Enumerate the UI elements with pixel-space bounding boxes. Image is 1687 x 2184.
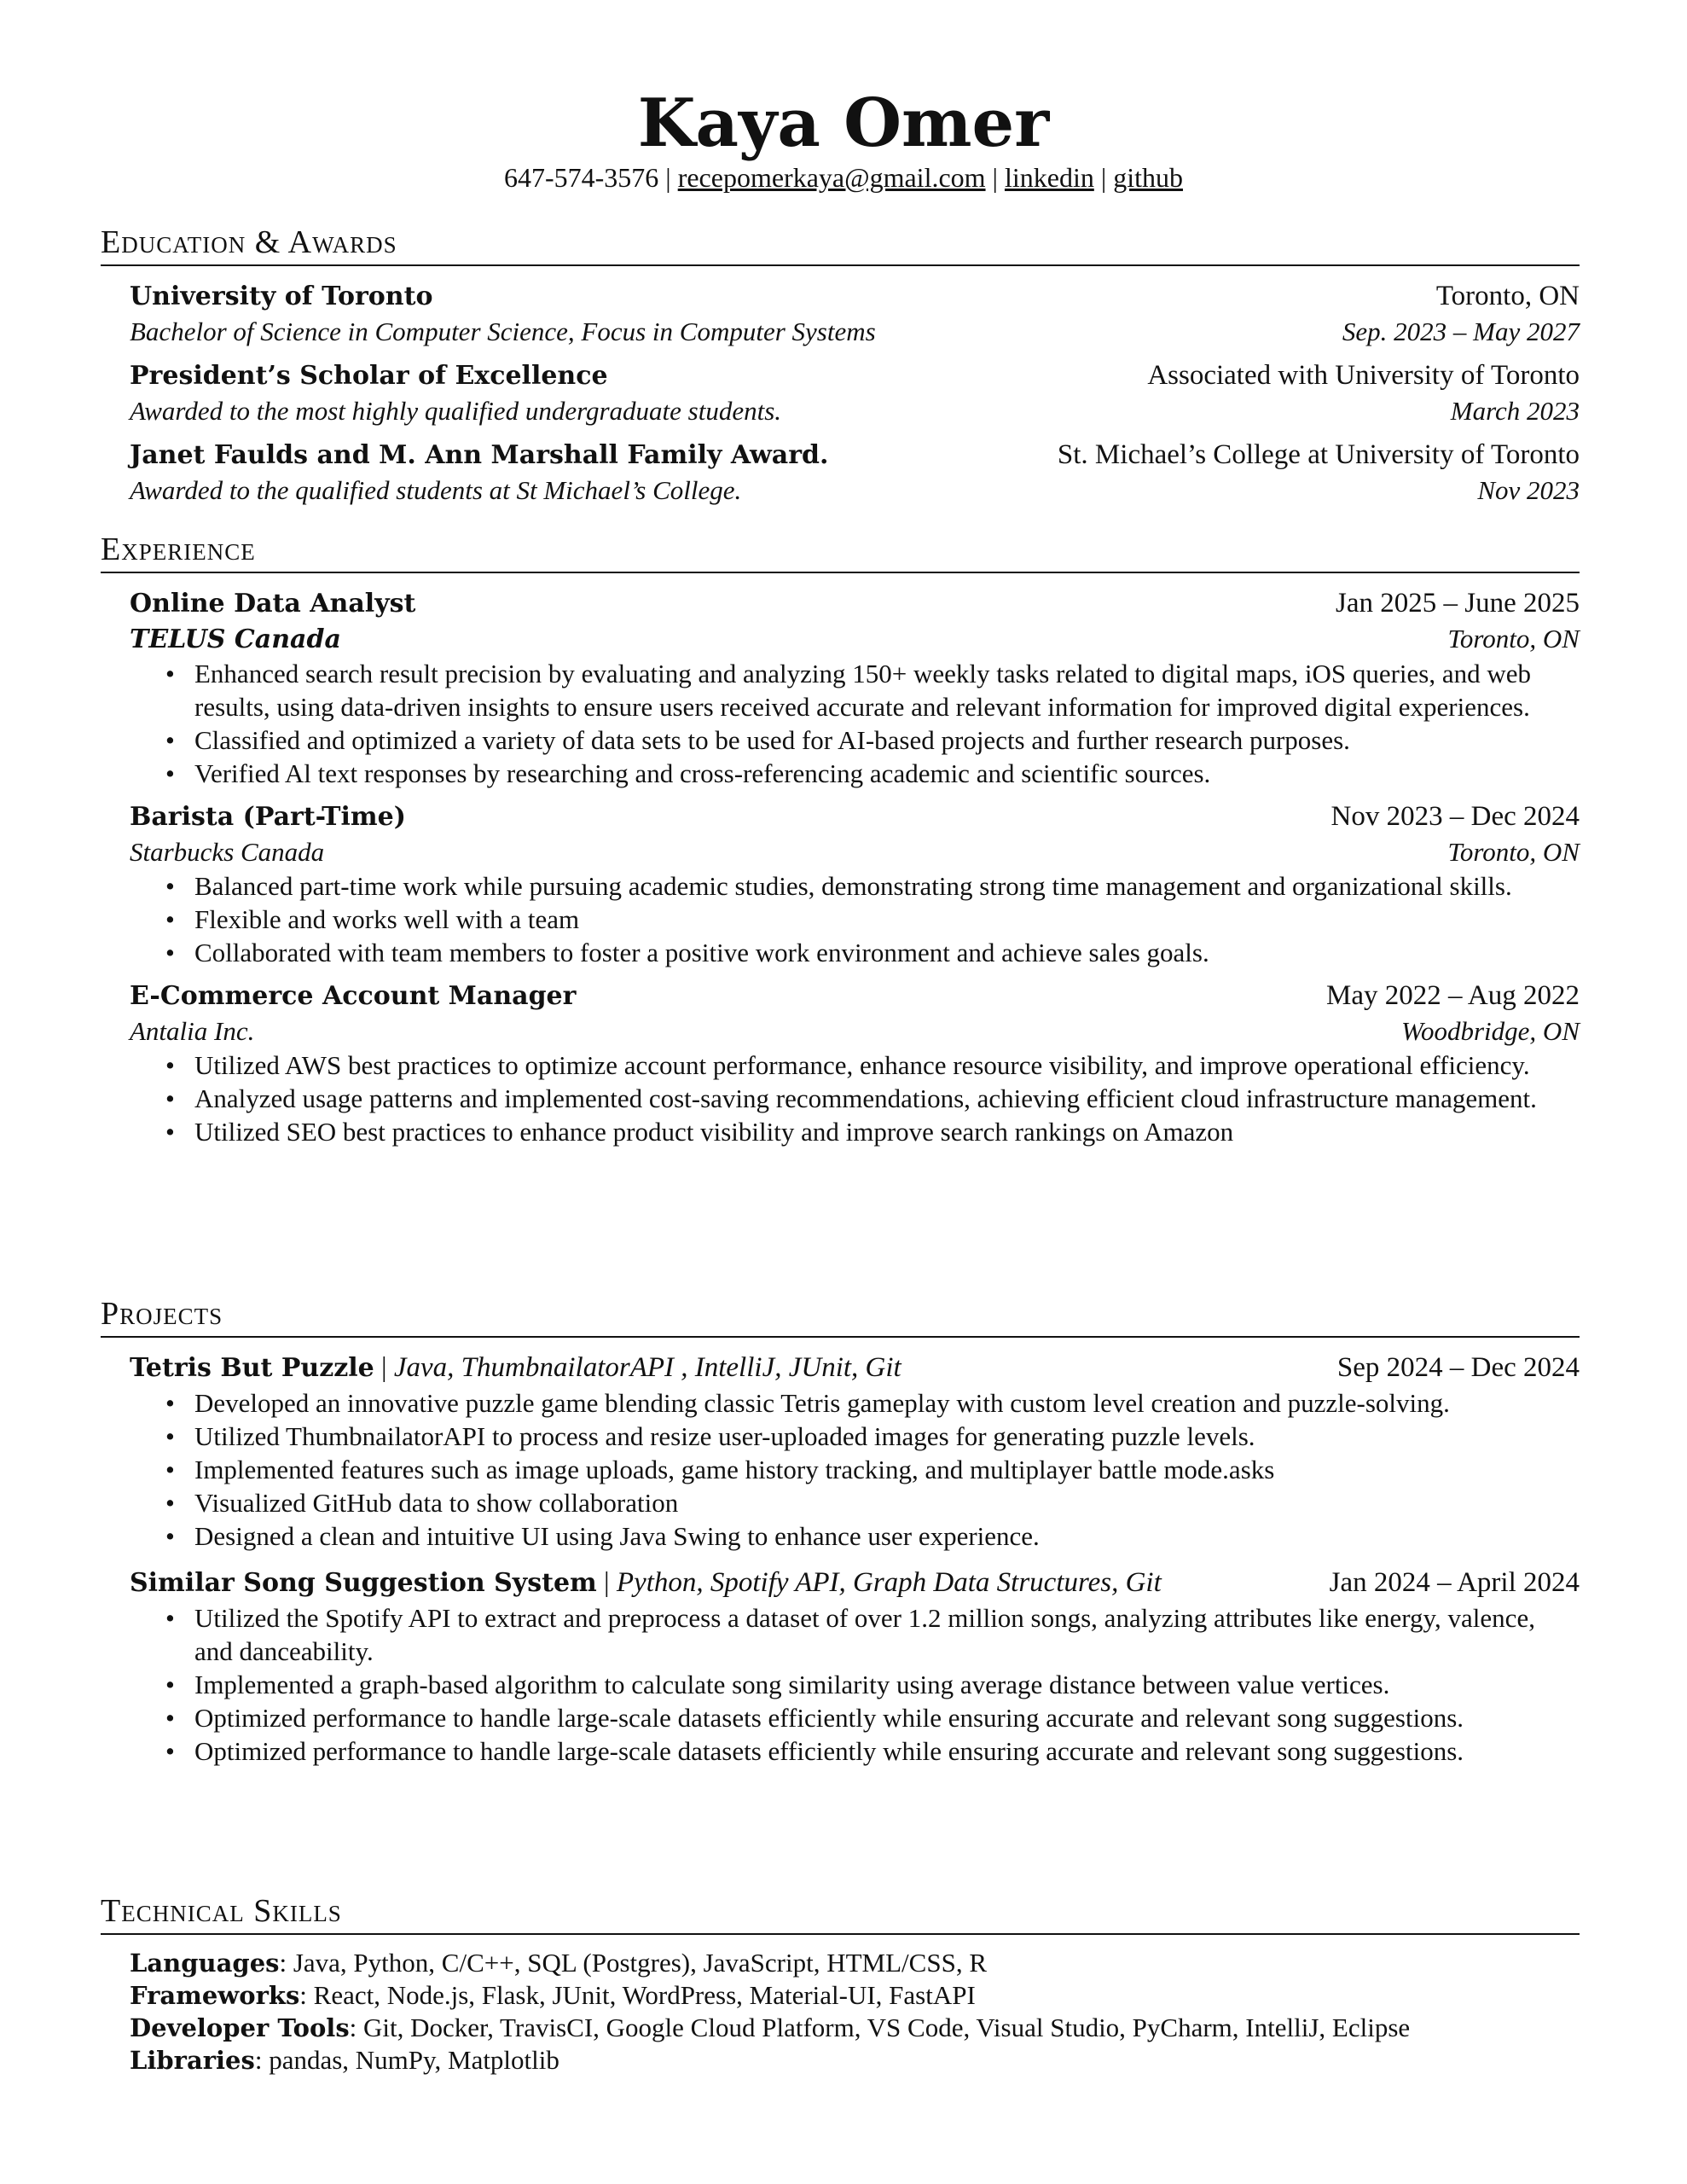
phone-number: 647-574-3576 — [503, 162, 659, 193]
project-bullets — [130, 1601, 1580, 1768]
separator: | — [1100, 162, 1107, 193]
separator: | — [665, 162, 671, 193]
section-title-projects: Projects — [101, 1295, 1580, 1338]
skill-line — [130, 2044, 1580, 2077]
resume-name: Kaya Omer — [637, 84, 1050, 162]
list-item: • Optimized performance to handle large-scale datasets efficiently while ensuring accurate and relevant song suggestions. — [194, 1701, 1580, 1734]
list-item: • Analyzed usage patterns and implemented cost-saving recommendations, achieving efficient cloud infrastructure management. — [194, 1082, 1580, 1115]
list-item: • Designed a clean and intuitive UI using Java Swing to enhance user experience. — [194, 1519, 1580, 1553]
list-item: • Implemented features such as image uploads, game history tracking, and multiplayer battle mode.asks — [194, 1453, 1580, 1486]
project-date: Sep 2024 – Dec 2024 — [1336, 1352, 1580, 1383]
job-company: TELUS Canada — [130, 624, 341, 654]
project-name: Tetris But Puzzle — [130, 1353, 374, 1383]
entry-date: Nov 2023 — [1477, 475, 1580, 505]
list-item: • Verified Al text responses by researching and cross-referencing academic and scientific sources. — [194, 757, 1580, 790]
project-tech: Java, ThumbnailatorAPI , IntelliJ, JUnit, Git — [393, 1352, 901, 1383]
job-bullets — [130, 869, 1580, 969]
email-link[interactable]: recepomerkaya@gmail.com — [677, 162, 986, 193]
project-entry — [130, 1350, 1580, 1553]
skill-key: Libraries — [130, 2046, 255, 2075]
job-date: May 2022 – Aug 2022 — [1326, 980, 1580, 1011]
skill-key: Languages — [130, 1949, 280, 1978]
job-role: Barista (Part-Time) — [130, 802, 406, 832]
entry-name: President’s Scholar of Excellence — [130, 361, 608, 391]
project-heading: Similar Song Suggestion System | Python, Spotify API, Graph Data Structures, Git — [130, 1567, 1162, 1598]
entry-name: Janet Faulds and M. Ann Marshall Family Award. — [130, 440, 829, 470]
skill-value: : Git, Docker, TravisCI, Google Cloud Platform, VS Code, Visual Studio, PyCharm, IntelliJ, Eclipse — [349, 2013, 1411, 2042]
job-company: Starbucks Canada — [130, 837, 325, 867]
entry-location: Associated with University of Toronto — [1147, 360, 1580, 391]
list-item: • Visualized GitHub data to show collaboration — [194, 1486, 1580, 1519]
skill-line — [130, 2012, 1580, 2044]
skill-value: : React, Node.js, Flask, JUnit, WordPress, Material-UI, FastAPI — [299, 1980, 976, 2010]
skill-value: : pandas, NumPy, Matplotlib — [254, 2045, 559, 2075]
experience-section — [130, 585, 1580, 1157]
education-entry — [130, 278, 1580, 349]
linkedin-link[interactable]: linkedin — [1004, 162, 1094, 193]
entry-detail: Awarded to the qualified students at St Michael’s College. — [130, 475, 742, 505]
projects-section — [130, 1350, 1580, 1776]
skill-key: Frameworks — [130, 1981, 300, 2010]
job-location: Toronto, ON — [1447, 837, 1580, 867]
skill-key: Developer Tools — [130, 2013, 350, 2042]
section-title-education: Education & Awards — [101, 224, 1580, 266]
list-item: • Enhanced search result precision by evaluating and analyzing 150+ weekly tasks related to digital maps, iOS queries, and web results, using data-driven insights to ensure users received accurate and relevant information for improved digital experiences. — [194, 657, 1580, 723]
job-location: Woodbridge, ON — [1401, 1016, 1580, 1046]
entry-date: Sep. 2023 – May 2027 — [1342, 317, 1580, 346]
job-date: Jan 2025 – June 2025 — [1336, 588, 1580, 619]
list-item: • Developed an innovative puzzle game blending classic Tetris gameplay with custom level creation and puzzle-solving. — [194, 1386, 1580, 1420]
project-date: Jan 2024 – April 2024 — [1329, 1567, 1580, 1598]
job-role: Online Data Analyst — [130, 589, 416, 619]
list-item: • Utilized AWS best practices to optimize account performance, enhance resource visibility, and improve operational efficiency. — [194, 1048, 1580, 1082]
contact-line — [0, 160, 1687, 195]
list-item: • Utilized the Spotify API to extract and preprocess a dataset of over 1.2 million songs, analyzing attributes like energy, valence, and danceability. — [194, 1601, 1580, 1668]
job-company: Antalia Inc. — [130, 1016, 255, 1046]
list-item: • Optimized performance to handle large-scale datasets efficiently while ensuring accurate and relevant song suggestions. — [194, 1734, 1580, 1768]
project-tech: Python, Spotify API, Graph Data Structures, Git — [616, 1567, 1162, 1598]
skill-value: : Java, Python, C/C++, SQL (Postgres), JavaScript, HTML/CSS, R — [279, 1948, 987, 1978]
job-bullets — [130, 657, 1580, 790]
education-section — [130, 278, 1580, 516]
job-date: Nov 2023 – Dec 2024 — [1330, 801, 1580, 832]
skill-line — [130, 1979, 1580, 2012]
list-item: • Implemented a graph-based algorithm to calculate song similarity using average distance between value vertices. — [194, 1668, 1580, 1701]
project-bullets — [130, 1386, 1580, 1553]
entry-name: University of Toronto — [130, 282, 433, 311]
list-item: • Collaborated with team members to foster a positive work environment and achieve sales goals. — [194, 936, 1580, 969]
separator: | — [992, 162, 998, 193]
job-entry — [130, 799, 1580, 969]
section-title-experience: Experience — [101, 531, 1580, 573]
entry-detail: Awarded to the most highly qualified undergraduate students. — [130, 396, 782, 426]
job-location: Toronto, ON — [1447, 624, 1580, 653]
education-entry — [130, 357, 1580, 428]
list-item: • Flexible and works well with a team — [194, 903, 1580, 936]
list-item: • Utilized ThumbnailatorAPI to process and resize user-uploaded images for generating puzzle levels. — [194, 1420, 1580, 1453]
entry-location: Toronto, ON — [1435, 281, 1580, 311]
skills-section — [130, 1947, 1580, 2077]
section-title-skills: Technical Skills — [101, 1892, 1580, 1935]
entry-date: March 2023 — [1450, 396, 1580, 426]
entry-location: St. Michael’s College at University of Toronto — [1057, 439, 1580, 470]
job-bullets — [130, 1048, 1580, 1148]
list-item: • Classified and optimized a variety of data sets to be used for AI-based projects and further research purposes. — [194, 723, 1580, 757]
skill-line — [130, 1947, 1580, 1979]
list-item: • Balanced part-time work while pursuing academic studies, demonstrating strong time management and organizational skills. — [194, 869, 1580, 903]
entry-detail: Bachelor of Science in Computer Science, Focus in Computer Systems — [130, 317, 876, 346]
job-entry — [130, 585, 1580, 790]
github-link[interactable]: github — [1113, 162, 1184, 193]
project-heading: Tetris But Puzzle | Java, ThumbnailatorAPI , IntelliJ, JUnit, Git — [130, 1352, 901, 1383]
job-entry — [130, 978, 1580, 1148]
project-entry — [130, 1565, 1580, 1768]
education-entry — [130, 437, 1580, 508]
project-name: Similar Song Suggestion System — [130, 1568, 597, 1598]
job-role: E-Commerce Account Manager — [130, 981, 577, 1011]
list-item: • Utilized SEO best practices to enhance product visibility and improve search rankings on Amazon — [194, 1115, 1580, 1148]
